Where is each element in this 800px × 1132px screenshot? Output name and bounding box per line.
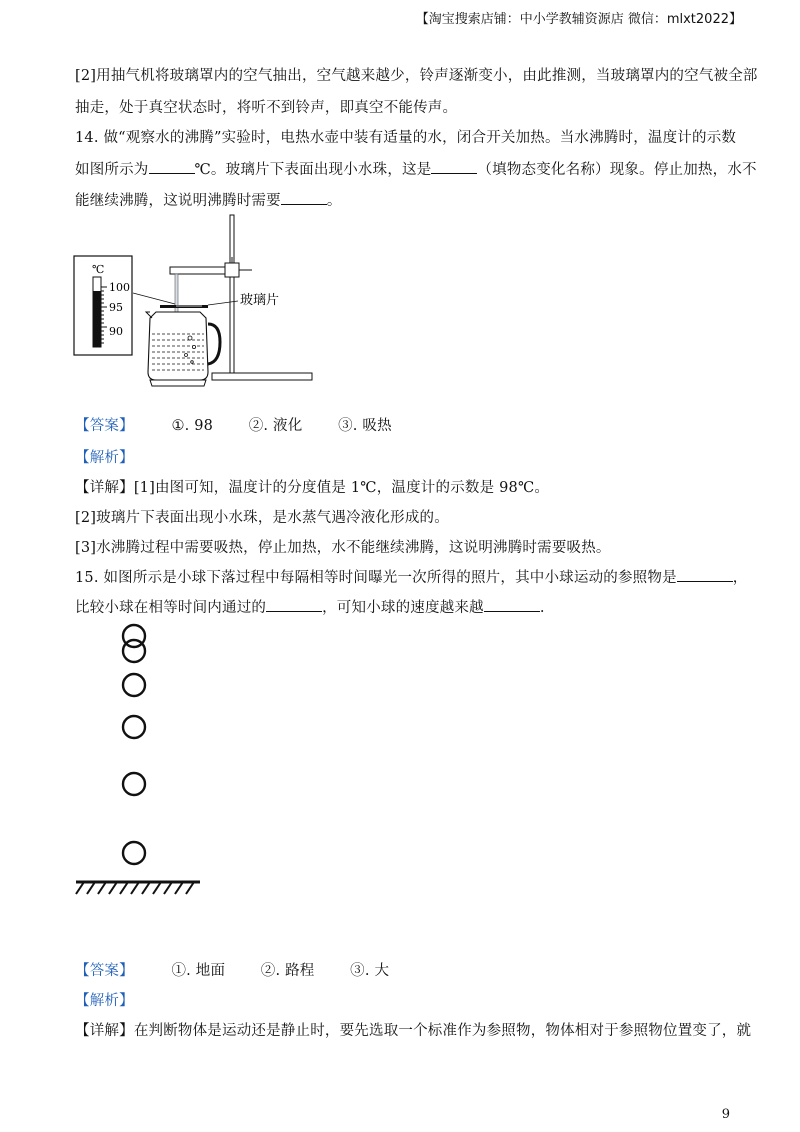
blank-6: [484, 597, 540, 612]
analysis-label: 【解析】: [75, 993, 134, 1009]
page-number: 9: [721, 1107, 730, 1122]
ball-position-6: [123, 842, 145, 864]
tick-label-90: 90: [109, 325, 123, 338]
thermometer-ticks: [101, 287, 107, 343]
q15-answer-row: [75, 959, 389, 980]
answer-3: ③. 大: [350, 963, 390, 979]
q14-answer-row: [75, 414, 392, 435]
q13-text-line2: 抽走，处于真空状态时，将听不到铃声，即真空不能传声。: [75, 100, 458, 116]
q14-detail-2: [2]玻璃片下表面出现小水珠，是水蒸气遇冷液化形成的。: [75, 510, 449, 526]
answer-1: ①. 98: [171, 418, 214, 434]
q15-detail-1: 【详解】在判断物体是运动还是静止时，要先选取一个标准作为参照物，物体相对于参照物位置变了，就: [75, 1023, 752, 1039]
analysis-label: 【解析】: [75, 450, 134, 466]
answer-label: 【答案】: [75, 963, 134, 979]
kettle-base: [150, 380, 206, 386]
kettle-handle: [208, 324, 220, 364]
answer-3: ③. 吸热: [338, 418, 392, 434]
q14-detail-3: [3]水沸腾过程中需要吸热，停止加热，水不能继续沸腾，这说明沸腾时需要吸热。: [75, 540, 611, 556]
page-header: 【淘宝搜索店铺：中小学教辅资源店 微信：mlxt2022】: [415, 12, 742, 27]
stand-arm: [170, 267, 232, 274]
boiling-experiment-figure: [72, 212, 332, 397]
q14-stem-line1: 14. 做“观察水的沸腾”实验时，电热水壶中装有适量的水，闭合开关加热。当水沸腾时，温度计的示数: [75, 130, 737, 146]
answer-2: ②. 液化: [248, 418, 303, 434]
q14-detail-1: 【详解】[1]由图可知，温度计的分度值是 1℃，温度计的示数是 98℃。: [75, 480, 550, 496]
answer-1: ①. 地面: [171, 963, 226, 979]
answer-label: 【答案】: [75, 418, 134, 434]
glass-plate: [160, 305, 208, 308]
answer-2: ②. 路程: [260, 963, 315, 979]
q15-stem-line1: 15. 如图所示是小球下落过程中每隔相等时间曝光一次所得的照片，其中小球运动的参照物是 ，: [75, 566, 747, 587]
pointer-line-thermometer: [133, 293, 175, 304]
stand-base: [212, 373, 312, 380]
q14-stem-line3: 能继续沸腾，这说明沸腾时需要 。: [75, 189, 342, 210]
blank-2: [431, 159, 477, 174]
stand-rod: [230, 215, 234, 377]
tick-label-100: 100: [109, 281, 130, 294]
ball-position-2: [123, 640, 145, 662]
blank-1: [149, 159, 195, 174]
q15-stem-line2: 比较小球在相等时间内通过的 ，可知小球的速度越来越 .: [75, 596, 545, 617]
ground-hatching: [76, 882, 194, 894]
tick-label-95: 95: [109, 301, 123, 314]
glass-plate-label: 玻璃片: [240, 293, 280, 308]
kettle-spout: [146, 312, 152, 318]
blank-4: [677, 567, 733, 582]
thermometer-liquid: [94, 291, 101, 347]
ball-position-4: [123, 716, 145, 738]
blank-5: [266, 597, 322, 612]
q13-text-line1: [2]用抽气机将玻璃罩内的空气抽出，空气越来越少，铃声逐渐变小，由此推测，当玻璃罩内的空气被全部: [75, 68, 758, 84]
ball-position-3: [123, 674, 145, 696]
falling-ball-figure: [72, 618, 212, 898]
stand-clamp: [225, 263, 239, 277]
thermometer-unit: ℃: [92, 263, 105, 276]
q14-stem-line2: 如图所示为 ℃。玻璃片下表面出现小水珠，这是 （填物态变化名称）现象。停止加热，水不: [75, 158, 757, 179]
ball-position-5: [123, 773, 145, 795]
blank-3: [281, 190, 327, 205]
